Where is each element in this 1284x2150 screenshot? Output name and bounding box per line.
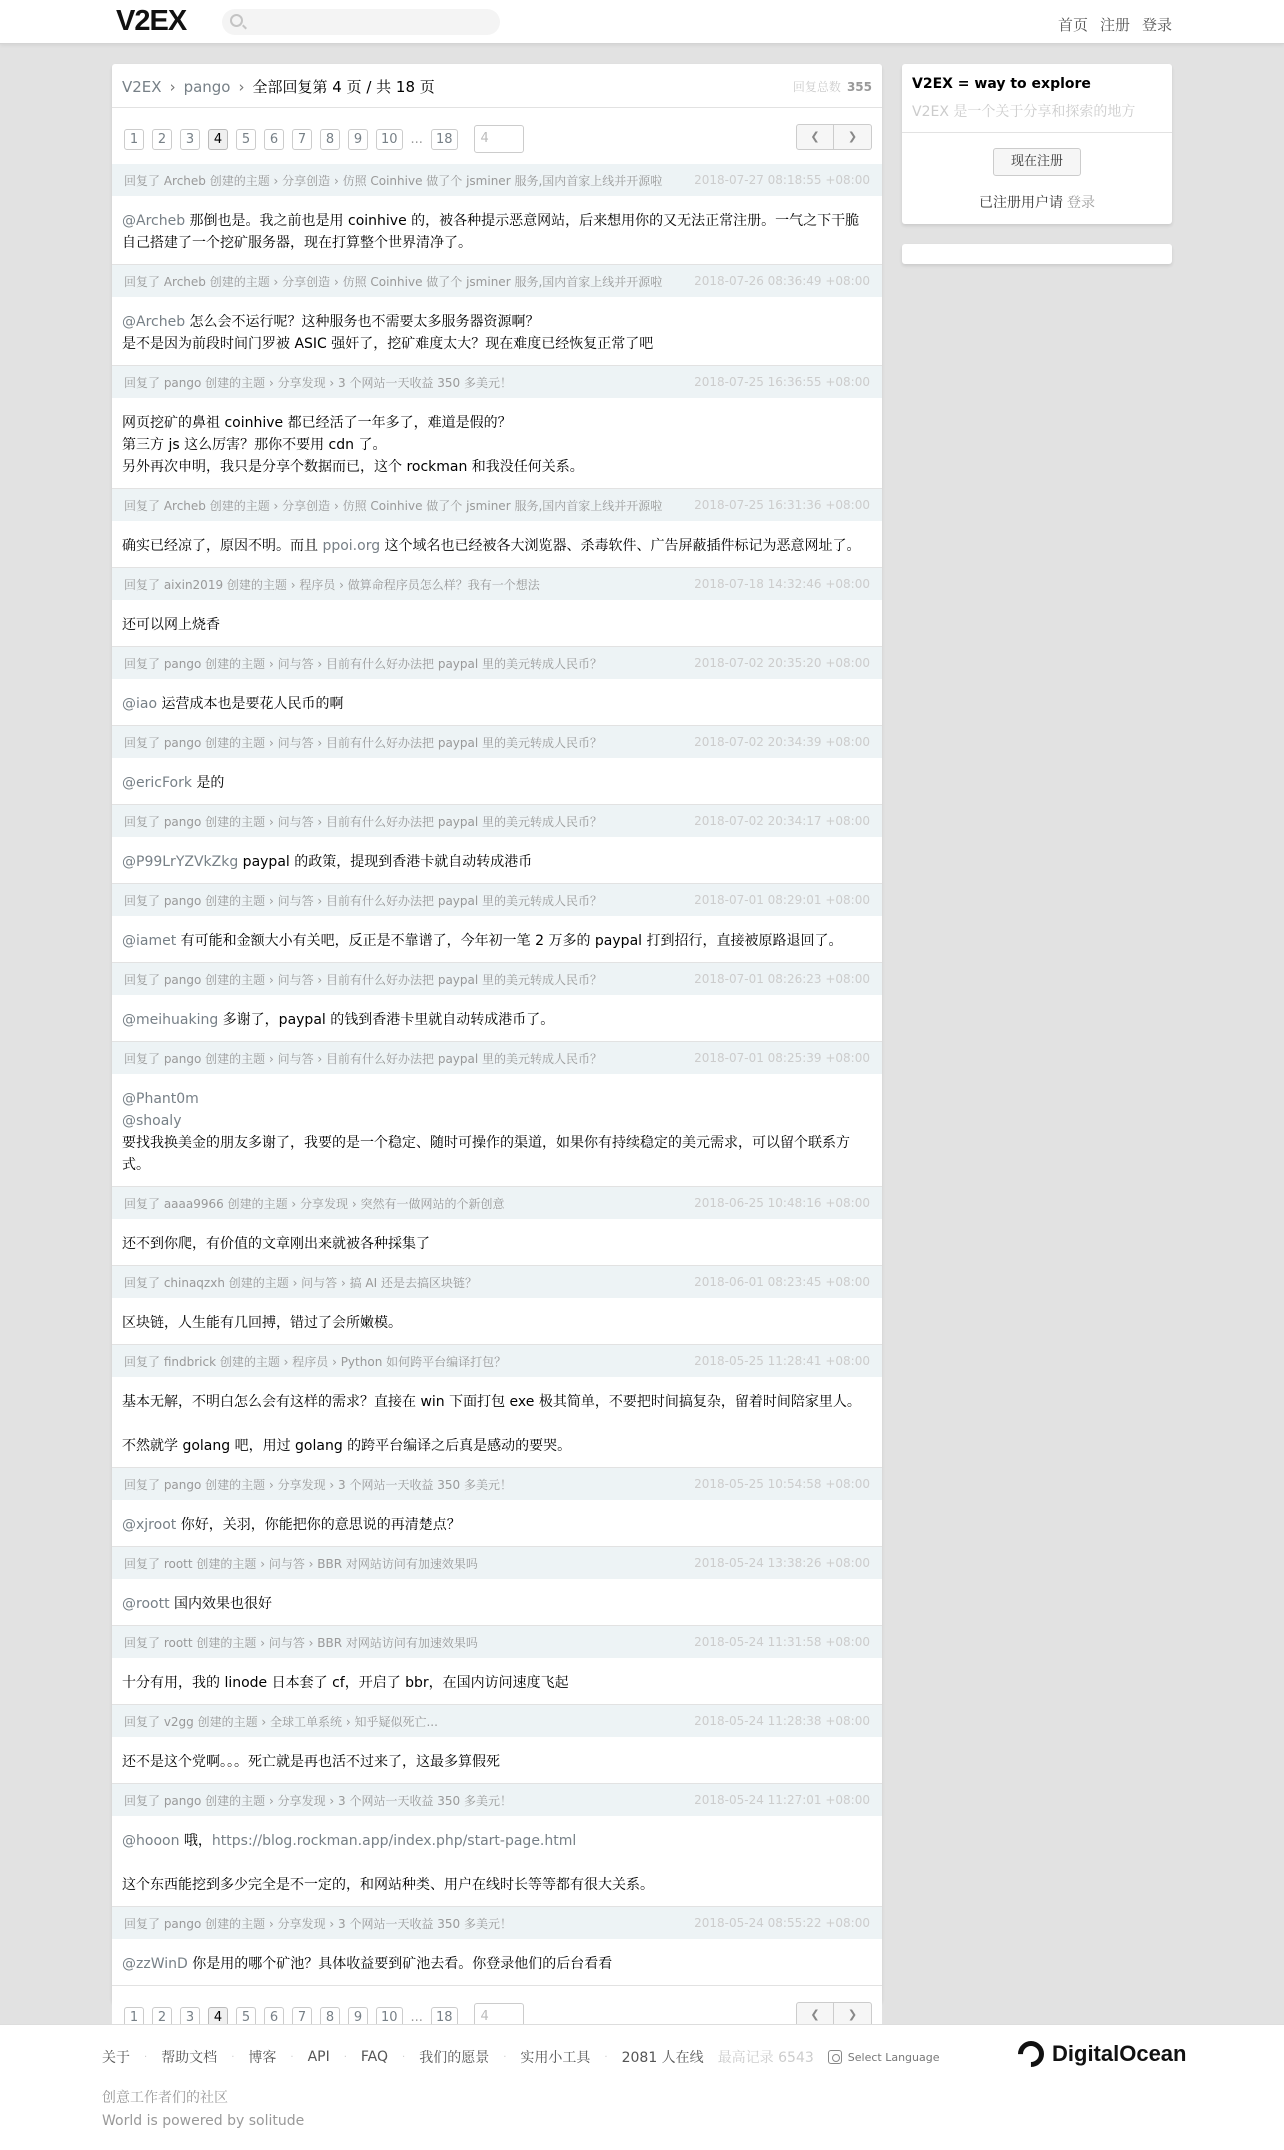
reply-text: 你是用的哪个矿池？具体收益要到矿池去看。你登录他们的后台看看	[187, 1956, 613, 1972]
footer	[0, 2024, 1284, 2150]
mention-link[interactable]: @Phant0m	[122, 1091, 199, 1107]
mention-link[interactable]: @iao	[122, 696, 158, 712]
language-icon	[828, 2050, 842, 2064]
reply-line	[122, 1233, 872, 1255]
page-link[interactable]: 1	[124, 129, 144, 150]
footer-links	[102, 2047, 940, 2067]
reply-text: 国内效果也很好	[169, 1596, 273, 1612]
reply-content	[112, 398, 882, 489]
footer-powered: World is powered by solitude	[102, 2113, 305, 2129]
page-link[interactable]: 3	[180, 2007, 200, 2028]
mention-link[interactable]: @iamet	[122, 933, 177, 949]
reply-time: 2018-07-01 08:26:23 +08:00	[694, 972, 870, 986]
page-link[interactable]: 5	[236, 2007, 256, 2028]
breadcrumb-home[interactable]: V2EX	[122, 77, 162, 96]
login-prompt-text: 已注册用户请	[979, 195, 1063, 211]
page-header	[112, 64, 882, 108]
reply-line	[122, 1132, 872, 1176]
page-jump-input[interactable]: 4	[474, 2003, 524, 2031]
footer-link[interactable]: 博客	[248, 2050, 277, 2066]
reply-content	[112, 196, 882, 265]
reply-header	[112, 1626, 882, 1658]
prev-page-button[interactable]: ❮	[796, 2002, 834, 2028]
page-link[interactable]: 6	[264, 129, 284, 150]
page-numbers	[124, 125, 524, 153]
pagination-top	[112, 108, 882, 164]
next-page-button[interactable]: ❯	[834, 124, 872, 150]
reply-count	[793, 78, 872, 95]
reply-line	[122, 1312, 872, 1334]
reply-line	[122, 1830, 872, 1852]
divider	[902, 132, 1172, 133]
page-ellipsis: ...	[410, 131, 423, 147]
reply-topic[interactable]: 回复了 pango 创建的主题 › 分享发现 › 3 个网站一天收益 350 多美元！	[124, 1793, 513, 1808]
reply-text: 哦，	[179, 1833, 212, 1849]
next-page-button[interactable]: ❯	[834, 2002, 872, 2028]
reply-topic[interactable]: 回复了 Archeb 创建的主题 › 分享创造 › 仿照 Coinhive 做了个 jsminer 服务,国内首家上线并开源啦	[124, 498, 663, 513]
reply-line	[122, 456, 872, 478]
reply-text: 要找我换美金的朋友多谢了，我要的是一个稳定、随时可操作的渠道，如果你有持续稳定的美元需求，可以留个联系方式。	[122, 1135, 850, 1173]
site-slogan: V2EX = way to explore	[912, 76, 1091, 92]
reply-line	[122, 1953, 872, 1975]
reply-topic[interactable]: 回复了 chinaqzxh 创建的主题 › 问与答 › 搞 AI 还是去搞区块链？	[124, 1275, 477, 1290]
reply-time: 2018-07-02 20:35:20 +08:00	[694, 656, 870, 670]
reply-text: 还可以网上烧香	[122, 617, 220, 633]
digitalocean-icon	[1013, 2036, 1050, 2073]
page-arrows	[796, 124, 872, 150]
reply-time: 2018-07-18 14:32:46 +08:00	[694, 577, 870, 591]
reply-line	[122, 1088, 872, 1110]
page-link[interactable]: 8	[320, 129, 340, 150]
login-prompt	[902, 192, 1172, 212]
reply-topic[interactable]: 回复了 pango 创建的主题 › 问与答 › 目前有什么好办法把 paypal 里的美元转成人民币？	[124, 972, 603, 987]
reply-list	[112, 164, 882, 1986]
main-box	[112, 64, 882, 2025]
reply-text: 还不是这个党啊。。。死亡就是再也活不过来了，这最多算假死	[122, 1754, 500, 1770]
page-link[interactable]: 9	[348, 2007, 368, 2028]
blank-line	[122, 1413, 872, 1435]
reply-line	[122, 311, 872, 333]
reply-header	[112, 1042, 882, 1074]
sponsor-logo[interactable]	[1018, 2041, 1186, 2067]
register-button[interactable]: 现在注册	[993, 148, 1081, 176]
footer-link[interactable]: 实用小工具	[520, 2050, 591, 2066]
reply-text: 不然就学 golang 吧，用过 golang 的跨平台编译之后真是感动的要哭。	[122, 1438, 572, 1454]
reply-content	[112, 1219, 882, 1266]
reply-text: 确实已经凉了，原因不明。而且	[122, 538, 323, 554]
sponsor-name: DigitalOcean	[1052, 2041, 1187, 2066]
reply-text: 第三方 js 这么厉害？那你不要用 cdn 了。	[122, 437, 387, 453]
reply-content	[112, 1816, 882, 1907]
reply-line	[122, 614, 872, 636]
language-label: Select Language	[847, 2050, 940, 2064]
reply-line	[122, 1391, 872, 1413]
reply-content	[112, 1579, 882, 1626]
reply-url-link[interactable]: https://blog.rockman.app/index.php/start-page.html	[211, 1833, 577, 1849]
reply-line	[122, 333, 872, 355]
reply-count-value: 355	[846, 80, 872, 94]
reply-line	[122, 1435, 872, 1457]
page-link[interactable]: 4	[208, 129, 228, 150]
reply-topic[interactable]: 回复了 v2gg 创建的主题 › 全球工单系统 › 知乎疑似死亡...	[124, 1714, 438, 1729]
online-count: 2081 人在线	[621, 2050, 704, 2066]
reply-content	[112, 521, 882, 568]
page-link[interactable]: 2	[152, 129, 172, 150]
reply-text: 怎么会不运行呢？这种服务也不需要太多服务器资源啊？	[185, 314, 540, 330]
chevron-icon: ›	[169, 77, 176, 96]
footer-separator: ·	[290, 2051, 294, 2063]
reply-line	[122, 1009, 872, 1031]
language-selector[interactable]	[828, 2050, 940, 2064]
page-link[interactable]: 6	[264, 2007, 284, 2028]
reply-time: 2018-06-01 08:23:45 +08:00	[694, 1275, 870, 1289]
reply-time: 2018-05-24 11:31:58 +08:00	[694, 1635, 870, 1649]
reply-line	[122, 1874, 872, 1896]
reply-content	[112, 758, 882, 805]
mention-link[interactable]: @ericFork	[122, 775, 192, 791]
reply-topic[interactable]: 回复了 pango 创建的主题 › 问与答 › 目前有什么好办法把 paypal 里的美元转成人民币？	[124, 814, 603, 829]
v2ex-logo[interactable]: V2EX	[116, 5, 187, 37]
reply-text: 是不是因为前段时间门罗被 ASIC 强奸了，挖矿难度太大？现在难度已经恢复正常了吧	[122, 336, 654, 352]
reply-header	[112, 1705, 882, 1737]
page-link[interactable]: 10	[376, 129, 403, 150]
footer-link[interactable]: FAQ	[360, 2049, 389, 2065]
reply-content	[112, 1737, 882, 1784]
page-link[interactable]: 18	[431, 129, 458, 150]
reply-header	[112, 805, 882, 837]
page-link[interactable]: 7	[292, 129, 312, 150]
reply-header	[112, 1468, 882, 1500]
reply-topic[interactable]: 回复了 aaaa9966 创建的主题 › 分享发现 › 突然有一做网站的个新创意	[124, 1196, 505, 1211]
reply-time: 2018-05-25 11:28:41 +08:00	[694, 1354, 870, 1368]
reply-time: 2018-05-24 08:55:22 +08:00	[694, 1916, 870, 1930]
reply-line	[122, 1110, 872, 1132]
footer-link[interactable]: 我们的愿景	[419, 2050, 490, 2066]
reply-line	[122, 1751, 872, 1773]
mention-link[interactable]: @xjroot	[122, 1517, 177, 1533]
reply-topic[interactable]: 回复了 aixin2019 创建的主题 › 程序员 › 做算命程序员怎么样？我有一个想法	[124, 577, 540, 592]
reply-content	[112, 1658, 882, 1705]
reply-header	[112, 1907, 882, 1939]
max-online: 最高记录 6543	[717, 2050, 814, 2066]
reply-content	[112, 679, 882, 726]
blank-line	[122, 1852, 872, 1874]
reply-header	[112, 164, 882, 196]
reply-time: 2018-07-25 16:31:36 +08:00	[694, 498, 870, 512]
footer-separator: ·	[343, 2051, 347, 2063]
reply-text: 十分有用，我的 linode 日本套了 cf，开启了 bbr，在国内访问速度飞起	[122, 1675, 569, 1691]
reply-time: 2018-07-27 08:18:55 +08:00	[694, 173, 870, 187]
mention-link[interactable]: @meihuaking	[122, 1012, 219, 1028]
reply-topic[interactable]: 回复了 pango 创建的主题 › 分享发现 › 3 个网站一天收益 350 多美元！	[124, 375, 513, 390]
reply-header	[112, 963, 882, 995]
reply-line	[122, 1514, 872, 1536]
reply-header	[112, 265, 882, 297]
reply-time: 2018-05-24 11:27:01 +08:00	[694, 1793, 870, 1807]
reply-header	[112, 726, 882, 758]
reply-content	[112, 1500, 882, 1547]
footer-link[interactable]: 关于	[102, 2050, 130, 2066]
reply-line	[122, 210, 872, 254]
welcome-box	[902, 64, 1172, 224]
page-link[interactable]: 9	[348, 129, 368, 150]
reply-topic[interactable]: 回复了 Archeb 创建的主题 › 分享创造 › 仿照 Coinhive 做了个 jsminer 服务,国内首家上线并开源啦	[124, 173, 663, 188]
footer-separator: ·	[231, 2051, 235, 2063]
reply-content	[112, 1939, 882, 1986]
reply-time: 2018-07-25 16:36:55 +08:00	[694, 375, 870, 389]
reply-content	[112, 837, 882, 884]
page-title: 全部回复第 4 页 / 共 18 页	[252, 78, 435, 96]
reply-header	[112, 1187, 882, 1219]
reply-header	[112, 884, 882, 916]
reply-line	[122, 851, 872, 873]
page-ellipsis: ...	[410, 2009, 423, 2025]
reply-line	[122, 1672, 872, 1694]
reply-topic[interactable]: 回复了 pango 创建的主题 › 分享发现 › 3 个网站一天收益 350 多美元！	[124, 1916, 513, 1931]
reply-content	[112, 916, 882, 963]
reply-line	[122, 693, 872, 715]
footer-separator: ·	[604, 2051, 608, 2063]
reply-text: 多谢了，paypal 的钱到香港卡里就自动转成港币了。	[218, 1012, 555, 1028]
reply-text: 这个域名也已经被各大浏览器、杀毒软件、广告屏蔽插件标记为恶意网址了。	[380, 538, 861, 554]
reply-line	[122, 535, 872, 557]
reply-topic[interactable]: 回复了 findbrick 创建的主题 › 程序员 › Python 如何跨平台编译打包？	[124, 1354, 507, 1369]
footer-separator: ·	[402, 2051, 406, 2063]
mention-link[interactable]: @Archeb	[122, 213, 186, 229]
reply-topic[interactable]: 回复了 roott 创建的主题 › 问与答 › BBR 对网站访问有加速效果吗	[124, 1556, 478, 1571]
reply-url-link[interactable]: ppoi.org	[322, 538, 381, 554]
reply-time: 2018-07-02 20:34:17 +08:00	[694, 814, 870, 828]
footer-separator: ·	[503, 2051, 507, 2063]
search-icon	[230, 14, 243, 27]
reply-text: 另外再次申明，我只是分享个数据而已，这个 rockman 和我没任何关系。	[122, 459, 584, 475]
reply-text: paypal 的政策，提现到香港卡就自动转成港币	[238, 854, 533, 870]
reply-topic[interactable]: 回复了 pango 创建的主题 › 问与答 › 目前有什么好办法把 paypal 里的美元转成人民币？	[124, 1051, 603, 1066]
reply-count-label: 回复总数	[792, 80, 841, 94]
sidebar-box	[902, 244, 1172, 264]
mention-link[interactable]: @roott	[122, 1596, 170, 1612]
reply-header	[112, 489, 882, 521]
reply-text: 运营成本也是要花人民币的啊	[157, 696, 344, 712]
page-link[interactable]: 5	[236, 129, 256, 150]
reply-time: 2018-05-24 11:28:38 +08:00	[694, 1714, 870, 1728]
mention-link[interactable]: @P99LrYZVkZkg	[122, 854, 239, 870]
reply-header	[112, 568, 882, 600]
reply-text: 网页挖矿的鼻祖 coinhive 都已经活了一年多了，难道是假的？	[122, 415, 512, 431]
reply-text: 这个东西能挖到多少完全是不一定的，和网站种类、用户在线时长等等都有很大关系。	[122, 1877, 654, 1893]
page-link[interactable]: 3	[180, 129, 200, 150]
mention-link[interactable]: @shoaly	[122, 1113, 182, 1129]
top-bar	[0, 0, 1284, 44]
reply-header	[112, 1784, 882, 1816]
breadcrumb-user[interactable]: pango	[183, 77, 231, 96]
mention-link[interactable]: @zzWinD	[122, 1956, 188, 1972]
reply-header	[112, 647, 882, 679]
mention-link[interactable]: @Archeb	[122, 314, 186, 330]
page-link[interactable]: 10	[376, 2007, 403, 2028]
search-input[interactable]	[222, 9, 500, 35]
reply-header	[112, 1345, 882, 1377]
nav-home[interactable]: 首页	[1057, 16, 1088, 34]
page-link[interactable]: 8	[320, 2007, 340, 2028]
reply-topic[interactable]: 回复了 pango 创建的主题 › 分享发现 › 3 个网站一天收益 350 多美元！	[124, 1477, 513, 1492]
reply-topic[interactable]: 回复了 pango 创建的主题 › 问与答 › 目前有什么好办法把 paypal 里的美元转成人民币？	[124, 893, 603, 908]
reply-time: 2018-07-02 20:34:39 +08:00	[694, 735, 870, 749]
reply-topic[interactable]: 回复了 pango 创建的主题 › 问与答 › 目前有什么好办法把 paypal 里的美元转成人民币？	[124, 735, 603, 750]
reply-text: 那倒也是。我之前也是用 coinhive 的，被各种提示恶意网站，后来想用你的又无法正常注册。一气之下干脆自己搭建了一个挖矿服务器，现在打算整个世界清净了。	[122, 213, 860, 251]
reply-content	[112, 1377, 882, 1468]
reply-header	[112, 366, 882, 398]
reply-line	[122, 1593, 872, 1615]
reply-time: 2018-06-25 10:48:16 +08:00	[694, 1196, 870, 1210]
reply-text: 还不到你爬，有价值的文章刚出来就被各种採集了	[122, 1236, 430, 1252]
reply-time: 2018-07-01 08:29:01 +08:00	[694, 893, 870, 907]
reply-header	[112, 1266, 882, 1298]
reply-content	[112, 600, 882, 647]
reply-time: 2018-05-25 10:54:58 +08:00	[694, 1477, 870, 1491]
footer-tagline: 创意工作者们的社区	[102, 2090, 228, 2106]
reply-text: 你好，关羽，你能把你的意思说的再清楚点？	[176, 1517, 461, 1533]
reply-time: 2018-05-24 13:38:26 +08:00	[694, 1556, 870, 1570]
reply-content	[112, 1074, 882, 1187]
page-link[interactable]: 18	[431, 2007, 458, 2028]
nav-register[interactable]: 注册	[1099, 16, 1130, 34]
page-jump-input[interactable]: 4	[474, 125, 524, 153]
footer-separator: ·	[144, 2051, 148, 2063]
page-link[interactable]: 1	[124, 2007, 144, 2028]
prev-page-button[interactable]: ❮	[796, 124, 834, 150]
chevron-icon: ›	[238, 77, 245, 96]
reply-content	[112, 297, 882, 366]
top-nav	[1058, 14, 1172, 35]
reply-text: 有可能和金额大小有关吧，反正是不靠谱了，今年初一笔 2 万多的 paypal 打到招行，直接被原路退回了。	[176, 933, 843, 949]
page-link[interactable]: 2	[152, 2007, 172, 2028]
reply-content	[112, 1298, 882, 1345]
reply-text: 是的	[191, 775, 225, 791]
reply-time: 2018-07-01 08:25:39 +08:00	[694, 1051, 870, 1065]
page-link[interactable]: 4	[208, 2007, 228, 2028]
reply-content	[112, 995, 882, 1042]
footer-link[interactable]: 帮助文档	[161, 2050, 218, 2066]
reply-line	[122, 772, 872, 794]
reply-topic[interactable]: 回复了 roott 创建的主题 › 问与答 › BBR 对网站访问有加速效果吗	[124, 1635, 478, 1650]
reply-topic[interactable]: 回复了 Archeb 创建的主题 › 分享创造 › 仿照 Coinhive 做了个 jsminer 服务,国内首家上线并开源啦	[124, 274, 663, 289]
reply-line	[122, 434, 872, 456]
breadcrumb	[122, 76, 435, 97]
reply-text: 区块链，人生能有几回搏，错过了会所嫩模。	[122, 1315, 402, 1331]
reply-header	[112, 1547, 882, 1579]
footer-link[interactable]: API	[307, 2049, 330, 2065]
reply-text: 基本无解，不明白怎么会有这样的需求？直接在 win 下面打包 exe 极其简单，不要把时间搞复杂，留着时间陪家里人。	[122, 1394, 861, 1410]
mention-link[interactable]: @hooon	[122, 1833, 180, 1849]
nav-login[interactable]: 登录	[1141, 16, 1172, 34]
site-description: V2EX 是一个关于分享和探索的地方	[912, 104, 1136, 120]
reply-topic[interactable]: 回复了 pango 创建的主题 › 问与答 › 目前有什么好办法把 paypal 里的美元转成人民币？	[124, 656, 603, 671]
reply-line	[122, 930, 872, 952]
login-link[interactable]: 登录	[1067, 195, 1095, 211]
reply-time: 2018-07-26 08:36:49 +08:00	[694, 274, 870, 288]
page-link[interactable]: 7	[292, 2007, 312, 2028]
reply-line	[122, 412, 872, 434]
